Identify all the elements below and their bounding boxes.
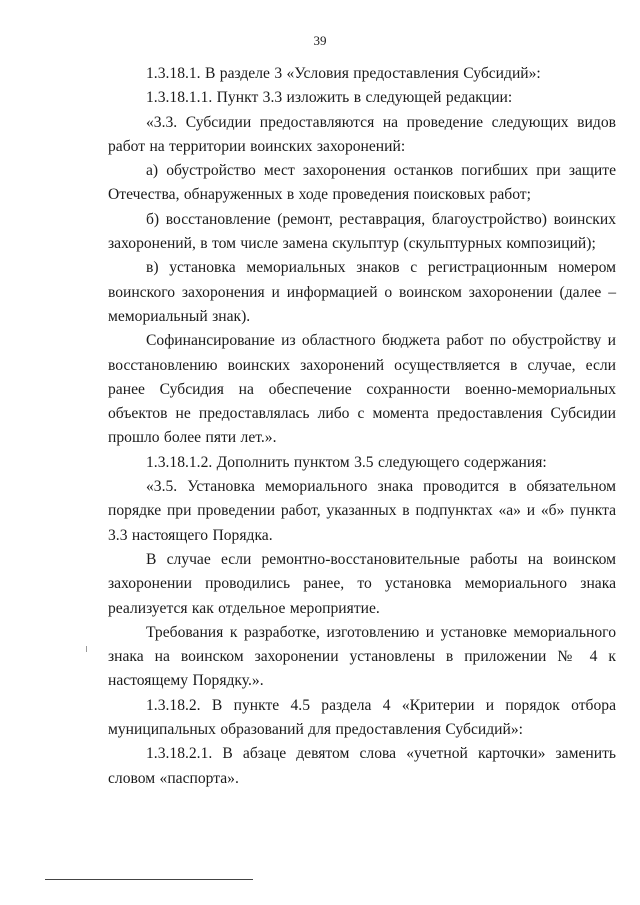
paragraph-3-5: «3.5. Установка мемориального знака проводится в обязательном порядке при проведении работ, указанных в подпунктах «а» и «б» пункта 3.3 настоящего Порядка.: [108, 478, 616, 544]
paragraph-3-3: «3.3. Субсидии предоставляются на проведение следующих видов работ на территории воинских захоронений:: [108, 113, 616, 155]
paragraph-1-3-18-1-2: 1.3.18.1.2. Дополнить пунктом 3.5 следующего содержания:: [146, 453, 547, 471]
scan-mark: [86, 646, 87, 652]
paragraph-1-3-18-1-1: 1.3.18.1.1. Пункт 3.3 изложить в следующей редакции:: [146, 89, 513, 107]
paragraph-cofinancing: Софинансирование из областного бюджета работ по обустройству и восстановлению воинских захоронений осуществляется в случае, если ранее Субсидия на обеспечение сохранности военно-мемориальных объектов не предоставлялась либо с момента предоставления Субсидии прошло более пяти лет.».: [108, 332, 616, 447]
paragraph-1-3-18-2: 1.3.18.2. В пункте 4.5 раздела 4 «Критерии и порядок отбора муниципальных образований для предоставления Субсидий»:: [108, 696, 616, 739]
paragraph-item-a: а) обустройство мест захоронения останков погибших при защите Отечества, обнаруженных в ходе проведения поисковых работ;: [108, 162, 616, 204]
page-number: 39: [313, 33, 327, 48]
paragraph-1-3-18-2-1: 1.3.18.2.1. В абзаце девятом слова «учетной карточки» заменить словом «паспорта».: [108, 745, 616, 787]
footer-rule: [45, 879, 253, 880]
paragraph-repair-case: В случае если ремонтно-восстановительные работы на воинском захоронении проводились ранее, то установка мемориального знака реализуется как отдельное мероприятие.: [108, 550, 616, 617]
paragraph-requirements: Требования к разработке, изготовлению и установке мемориального знака на воинском захоронении установлены в приложении № 4 к настоящему Порядку.».: [108, 623, 616, 690]
document-body: [108, 62, 616, 791]
paragraph-item-v: в) установка мемориальных знаков с регистрационным номером воинского захоронения и информацией о воинском захоронении (далее – мемориальный знак).: [108, 259, 616, 325]
paragraph-1-3-18-1: 1.3.18.1. В разделе 3 «Условия предоставления Субсидий»:: [146, 65, 541, 82]
paragraph-item-b: б) восстановление (ремонт, реставрация, благоустройство) воинских захоронений, в том числе замена скульптур (скульптурных композиций);: [108, 210, 616, 253]
